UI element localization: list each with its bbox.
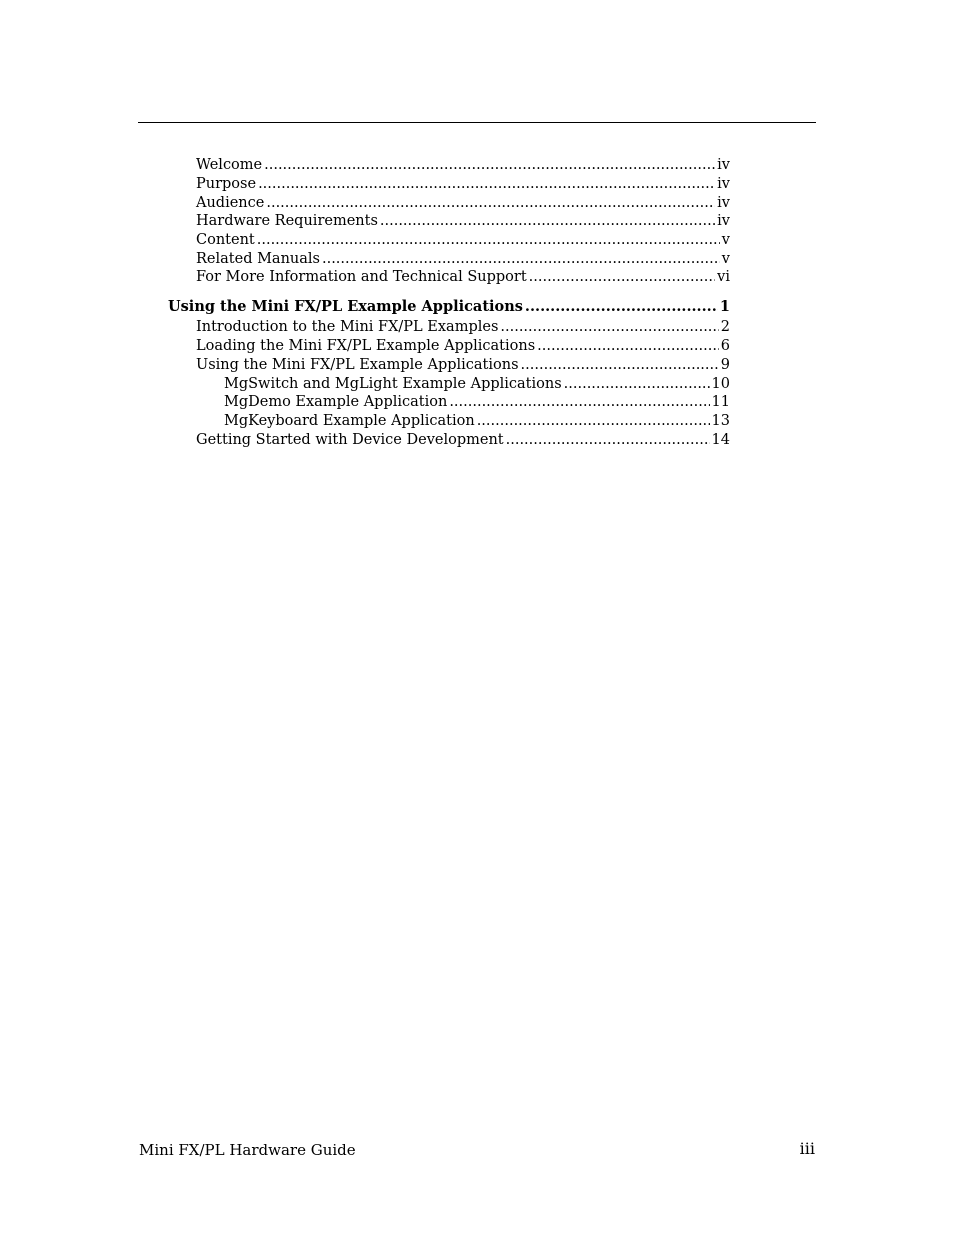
toc-entry-page: 14 [711,432,730,448]
footer-page-number: iii [799,1139,815,1158]
toc-entry-page: 11 [711,394,730,410]
toc-entry-introduction[interactable] [196,318,730,337]
toc-entry-related-manuals[interactable] [196,250,730,269]
toc-leader-dots [506,431,710,450]
toc-leader-dots [264,156,715,175]
toc-entry-loading[interactable] [196,337,730,356]
toc-entry-title: Content [196,232,255,248]
toc-entry-more-information[interactable] [196,268,730,287]
toc-entry-title: Using the Mini FX/PL Example Applications [196,357,519,373]
toc-entry-title: Loading the Mini FX/PL Example Applications [196,338,536,354]
toc-leader-dots [258,175,715,194]
toc-entry-page: 2 [720,319,730,335]
toc-entry-page: vi [717,269,730,285]
toc-entry-page: 9 [720,357,730,373]
toc-leader-dots [500,318,718,337]
toc-entry-page: iv [717,176,730,192]
toc-chapter-entry[interactable] [168,297,730,316]
toc-entry-page: 10 [711,376,730,392]
toc-entry-title: MgDemo Example Application [224,394,448,410]
toc-entry-page: iv [717,195,730,211]
toc-entry-hardware-requirements[interactable] [196,212,730,231]
toc-entry-mgswitch[interactable] [224,375,730,394]
toc-leader-dots [564,375,710,394]
toc-entry-welcome[interactable] [196,156,730,175]
toc-entry-using[interactable] [196,356,730,375]
toc-entry-page: v [721,232,730,248]
toc-leader-dots [380,212,715,231]
toc-entry-title: MgSwitch and MgLight Example Applications [224,376,562,392]
toc-leader-dots [257,231,720,250]
toc-entry-purpose[interactable] [196,175,730,194]
toc-leader-dots [529,268,716,287]
toc-entry-page: iv [717,157,730,173]
toc-entry-title: Introduction to the Mini FX/PL Examples [196,319,499,335]
toc-entry-page: iv [717,213,730,229]
toc-leader-dots [266,194,715,213]
toc-entry-title: Audience [196,195,265,211]
toc-entry-mgdemo[interactable] [224,393,730,412]
toc-entry-title: Getting Started with Device Development [196,432,504,448]
toc-entry-page: v [721,251,730,267]
toc-entry-title: Hardware Requirements [196,213,378,229]
toc-entry-getting-started[interactable] [196,431,730,450]
toc-entry-content[interactable] [196,231,730,250]
toc-entry-title: Related Manuals [196,251,320,267]
toc-entry-mgkeyboard[interactable] [224,412,730,431]
toc-leader-dots [477,412,710,431]
toc-leader-dots [521,356,719,375]
toc-entry-title: Purpose [196,176,257,192]
toc-entry-page: 6 [720,338,730,354]
toc-entry-audience[interactable] [196,194,730,213]
toc-entry-title: MgKeyboard Example Application [224,413,475,429]
toc-entry-title: Welcome [196,157,263,173]
toc-entry-page: 13 [711,413,730,429]
toc-chapter-title: Using the Mini FX/PL Example Applications [168,298,523,315]
footer-document-title: Mini FX/PL Hardware Guide [139,1141,356,1159]
toc-leader-dots [537,337,719,356]
header-rule [138,122,816,123]
toc-entry-title: For More Information and Technical Support [196,269,527,285]
toc-leader-dots [322,250,720,269]
toc-leader-dots [525,297,718,316]
toc-chapter-page: 1 [719,298,730,315]
toc-leader-dots [449,393,709,412]
